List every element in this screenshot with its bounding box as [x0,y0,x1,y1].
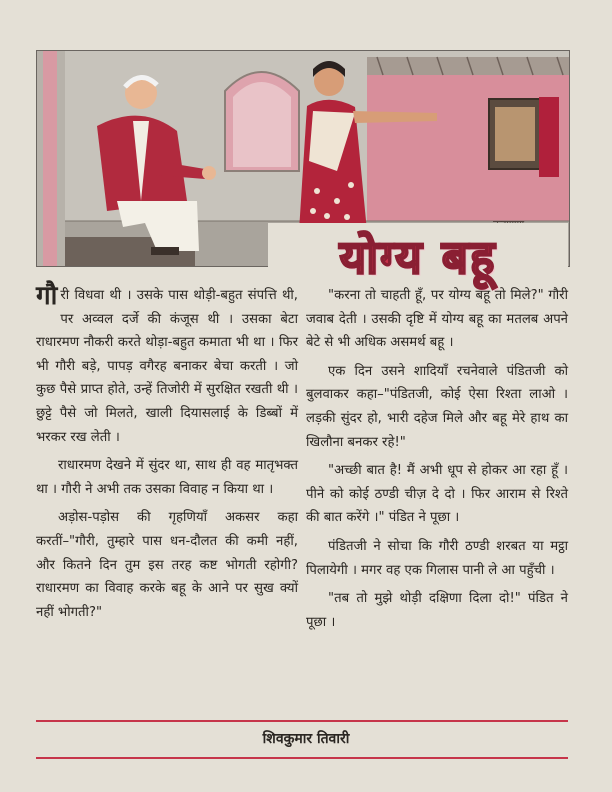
paragraph: "तब तो मुझे थोड़ी दक्षिणा दिला दो!" पंडित ने पूछा । [306,591,568,630]
paragraph: "करना तो चाहती हूँ, पर योग्य बहू तो मिले?" गौरी जवाब देती । उसकी दृष्टि में योग्य बहू का मतलब अपने बेटे से भी अधिक असमर्थ बहू । [306,288,568,351]
paragraph: राधारमण देखने में सुंदर था, साथ ही वह मातृभक्त था । गौरी ने अभी तक उसका विवाह न किया था । [36,458,298,497]
paragraph: एक दिन उसने शादियाँ रचनेवाले पंडितजी को बुलवाकर कहा–"पंडितजी, कोई ऐसा रिश्ता लाओ । लड़की सुंदर हो, भारी दहेज मिले और बहू मेरे हाथ का खिलौना बनकर रहे!" [306,363,568,450]
story-title: योग्य बहू [339,230,497,284]
right-column [306,284,568,639]
paragraph [36,281,298,449]
paragraph: पंडितजी ने सोचा कि गौरी ठण्डी शरबत या मट्ठा पिलायेगी । मगर वह एक गिलास पानी ले आ पहुँची । [306,538,568,578]
author-name: शिवकुमार तिवारी [262,731,350,747]
paragraph-text: री विधवा थी । उसके पास थोड़ी-बहुत संपत्ति थी, पर अव्वल दर्जे की कंजूस थी । उसका बेटा राधारमण नौकरी करते थोड़ा-बहुत कमाता भी था । फिर भी गौरी बड़े, पापड़ वगैरह बनाकर बेचा करती । जो कुछ पैसे प्राप्त होते, उन्हें तिजोरी में सुरक्षित रखती थी । छुट्टे पैसे जो मिलते, खाली दियासलाई के डिब्बों में भरकर रख लेती । [36,288,298,445]
paragraph: अड़ोस-पड़ोस की गृहणियाँ अकसर कहा करतीं–"गौरी, तुम्हारे पास धन-दौलत की कमी नहीं, और कितने दिन तुम इस तरह कष्ट भोगती रहोगी? राधारमण का विवाह करके बहू के आने पर सुख क्यों नहीं भोगती?" [36,510,298,620]
divider-bottom [36,757,568,759]
left-column [36,281,298,629]
dropcap: गौ [36,281,58,311]
title-banner [268,223,568,289]
divider-top [36,720,568,722]
paragraph: "अच्छी बात है! मैं अभी धूप से होकर आ रहा हूँ । पीने को कोई ठण्डी चीज़ दे दो । फिर आराम से रिश्ते की बात करेंगे ।" पंडित ने पूछा । [306,463,568,526]
